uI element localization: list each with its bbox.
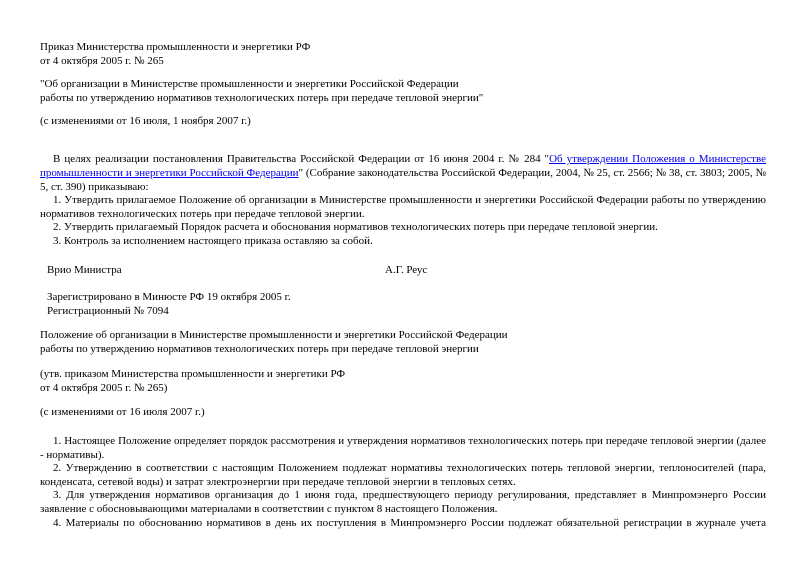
- registration-date: Зарегистрировано в Минюсте РФ 19 октября 2005 г.: [47, 291, 291, 303]
- regulation-amendments: (с изменениями от 16 июля 2007 г.): [40, 406, 205, 418]
- order-title-line-2: работы по утверждению нормативов технологических потерь при передаче тепловой энергии": [40, 92, 484, 104]
- regulation-item-2: 2. Утверждению в соответствии с настоящим Положением подлежат нормативы технологических потерь тепловой энергии, теплоносителей (пара, конденсата, сетевой воды) и затрат электроэнергии при передаче тепловой энергии в тепловых сетях.: [40, 462, 766, 488]
- regulation-approval-line-1: (утв. приказом Министерства промышленности и энергетики РФ: [40, 368, 346, 380]
- order-title-line-1: "Об организации в Министерстве промышленности и энергетики Российской Федерации: [40, 78, 459, 90]
- order-issuer: Приказ Министерства промышленности и энергетики РФ: [40, 41, 311, 53]
- order-date: от 4 октября 2005 г. № 265: [40, 55, 164, 67]
- signature-name: А.Г. Реус: [385, 264, 428, 276]
- regulation-title-line-2: работы по утверждению нормативов технологических потерь при передаче тепловой энергии: [40, 343, 479, 355]
- intro-prefix: В целях реализации постановления Правительства Российской Федерации от 16 июня 2004 г. № 284 ": [53, 153, 550, 165]
- intro-paragraph: [40, 152, 766, 194]
- regulation-approval-line-2: от 4 октября 2005 г. № 265): [40, 382, 168, 394]
- order-item-2: 2. Утвердить прилагаемый Порядок расчета и обоснования нормативов технологических потерь при передаче тепловой энергии.: [53, 221, 658, 233]
- intro-suffix: " (Собрание законодательства Российской Федерации, 2004, № 25, ст. 2566; № 38, ст. 3803; 2005, № 5, ст. 390) приказываю:: [40, 167, 766, 193]
- regulation-item-1: 1. Настоящее Положение определяет порядок рассмотрения и утверждения нормативов технологических потерь при передаче тепловой энергии (далее - нормативы).: [40, 435, 766, 461]
- order-item-1: 1. Утвердить прилагаемое Положение об организации в Министерстве промышленности и энергетики Российской Федерации работы по утверждению нормативов технологических потерь при передаче тепловой энергии.: [40, 194, 766, 220]
- regulation-title-line-1: Положение об организации в Министерстве промышленности и энергетики Российской Федерации: [40, 329, 508, 341]
- order-amendments: (с изменениями от 16 июля, 1 ноября 2007 г.): [40, 115, 251, 127]
- signature-position: Врио Министра: [47, 264, 122, 276]
- order-item-3: 3. Контроль за исполнением настоящего приказа оставляю за собой.: [53, 235, 373, 247]
- decree-link[interactable]: Об утверждении Положения о Министерстве промышленности и энергетики Российской Федерации: [40, 153, 767, 179]
- regulation-item-3: 3. Для утверждения нормативов организация до 1 июня года, предшествующего периоду регулирования, представляет в Минпромэнерго России заявление с обосновывающими материалами в соответствии с пунктом 8 настоящего Положения.: [40, 489, 766, 515]
- regulation-item-4: 4. Материалы по обоснованию нормативов в день их поступления в Минпромэнерго России подлежат обязательной регистрации в журнале учета: [53, 517, 766, 529]
- registration-number: Регистрационный № 7094: [47, 305, 169, 317]
